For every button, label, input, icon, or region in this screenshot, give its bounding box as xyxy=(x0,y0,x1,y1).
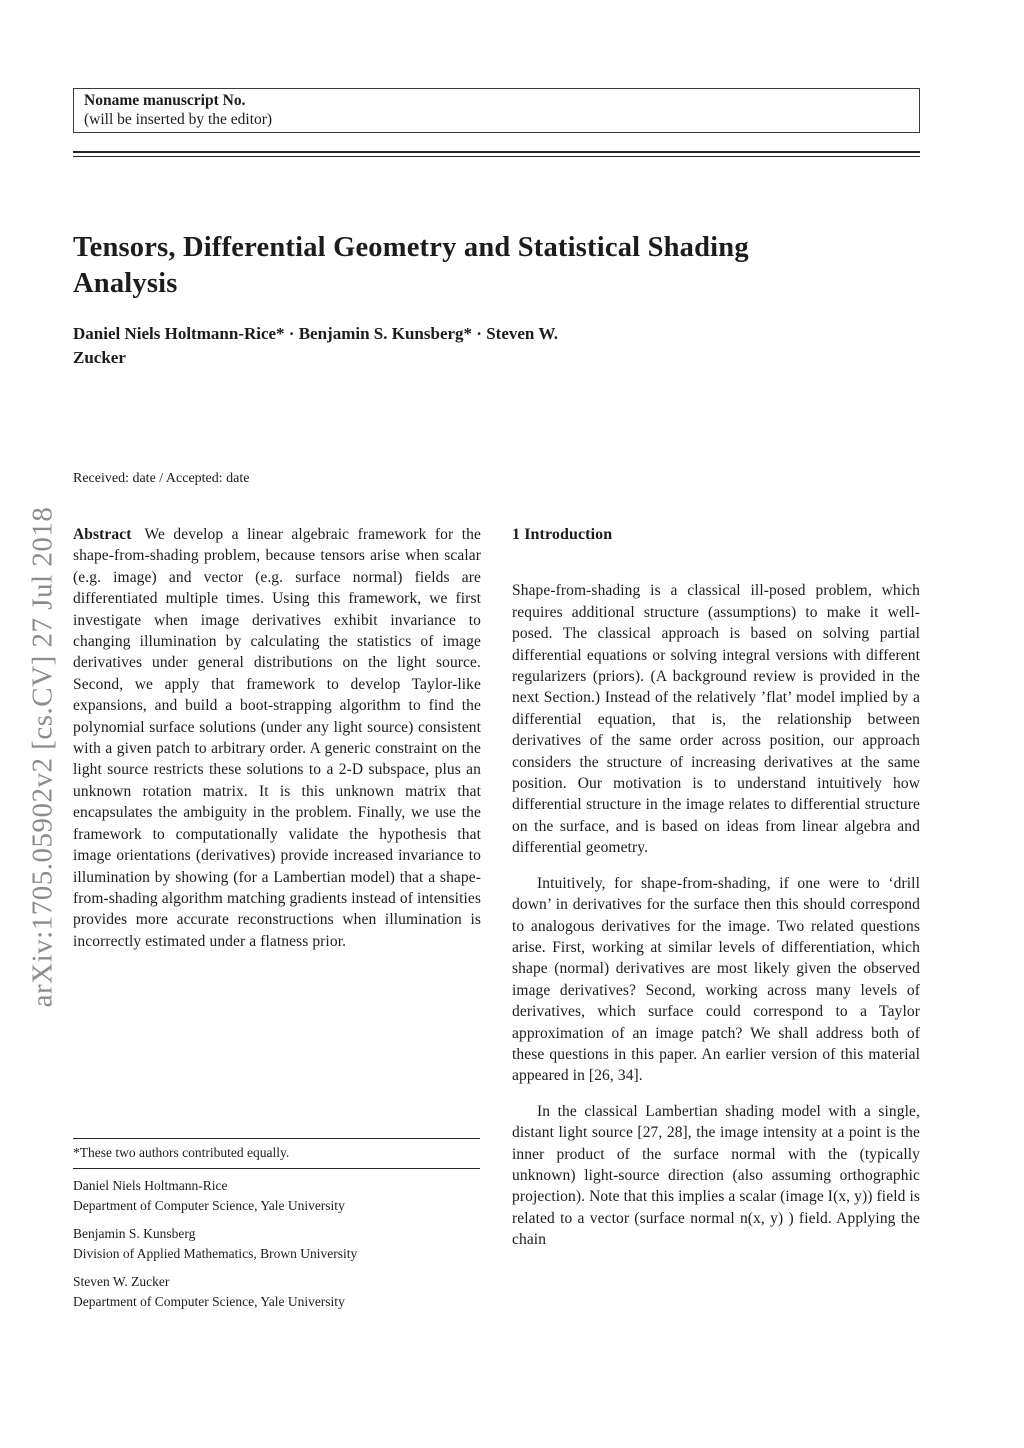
contact-name: Benjamin S. Kunsberg xyxy=(73,1226,196,1241)
footnote-rule-top xyxy=(73,1138,480,1139)
manuscript-note-line1: Noname manuscript No. xyxy=(84,92,246,109)
author-list xyxy=(73,322,773,370)
paper-title-line2: Analysis xyxy=(73,268,178,299)
abstract-label: Abstract xyxy=(73,526,132,543)
author-contacts xyxy=(73,1176,480,1312)
intro-paragraph-2: Intuitively, for shape-from-shading, if one were to ‘drill down’ in derivatives for the surface then this should correspond to analogous derivatives for the image. Two related questions arise. First, working at similar levels of differentiation, which shape (normal) derivatives are most likely given the observed image derivatives? Second, working across many levels of derivatives, which surface could correspond to a Taylor approximation of an image patch? We shall address both of these questions in this paper. An earlier version of this material appeared in [26, 34]. xyxy=(512,874,920,1085)
manuscript-note-box xyxy=(73,88,920,133)
contact-entry xyxy=(73,1272,480,1312)
contact-affiliation: Department of Computer Science, Yale University xyxy=(73,1294,345,1309)
author-list-line1: Daniel Niels Holtmann-Rice* · Benjamin S. Kunsberg* · Steven W. xyxy=(73,324,559,343)
received-accepted-line: Received: date / Accepted: date xyxy=(73,471,250,486)
contact-entry xyxy=(73,1224,480,1264)
header-double-rule xyxy=(73,151,920,157)
manuscript-note-line2: (will be inserted by the editor) xyxy=(84,111,273,128)
paper-title xyxy=(73,230,920,302)
author-list-line2: Zucker xyxy=(73,348,126,367)
contact-affiliation: Department of Computer Science, Yale University xyxy=(73,1198,345,1213)
contact-name: Daniel Niels Holtmann-Rice xyxy=(73,1178,228,1193)
abstract-paragraph xyxy=(73,524,481,952)
contact-name: Steven W. Zucker xyxy=(73,1274,170,1289)
contact-entry xyxy=(73,1176,480,1216)
footnote-rule-bottom xyxy=(73,1168,480,1169)
equal-contribution-note: *These two authors contributed equally. xyxy=(73,1145,290,1160)
contact-affiliation: Division of Applied Mathematics, Brown University xyxy=(73,1246,358,1261)
introduction-column xyxy=(512,524,920,1265)
section-heading-introduction: 1 Introduction xyxy=(512,526,613,543)
intro-paragraph-1: Shape-from-shading is a classical ill-posed problem, which requires additional structure (assumptions) to make it well-posed. The classical approach is based on solving partial differential equations or solving integral versions with different regularizers (priors). (A background review is provided in the next Section.) Instead of the relatively ’flat’ model implied by a differential equation, that is, the relationship between derivatives of the same order across position, our approach considers the structure of increasing derivatives at the same position. Our motivation is to understand intuitively how differential structure in the image relates to differential structure on the surface, and is based on ideas from linear algebra and differential geometry. xyxy=(512,582,920,857)
arxiv-stamp: arXiv:1705.05902v2 [cs.CV] 27 Jul 2018 xyxy=(26,506,59,1008)
abstract-text: We develop a linear algebraic framework for the shape-from-shading problem, because tensors arise when scalar (e.g. image) and vector (e.g. surface normal) fields are differentiated multiple times. Using this framework, we first investigate when image derivatives exhibit invariance to changing illumination by calculating the statistics of image derivatives under general distributions on the light source. Second, we apply that framework to develop Taylor-like expansions, and build a boot-strapping algorithm to find the polynomial surface solutions (under any light source) consistent with a given patch to arbitrary order. A generic constraint on the light source restricts these solutions to a 2-D subspace, plus an unknown rotation matrix. It is this unknown matrix that encapsulates the ambiguity in the problem. Finally, we use the framework to computationally validate the hypothesis that image orientations (derivatives) provide increased invariance to illumination by showing (for a Lambertian model) that a shape-from-shading algorithm matching gradients instead of intensities provides more accurate reconstructions when illumination is incorrectly estimated under a flatness prior. xyxy=(73,526,481,950)
paper-title-line1: Tensors, Differential Geometry and Statistical Shading xyxy=(73,232,749,263)
abstract-column xyxy=(73,524,481,966)
intro-paragraph-3: In the classical Lambertian shading model with a single, distant light source [27, 28], the image intensity at a point is the inner product of the surface normal with the (typically unknown) light-source direction (also assuming orthographic projection). Note that this implies a scalar (image I(x, y)) field is related to a vector (surface normal n(x, y) ) field. Applying the chain xyxy=(512,1102,920,1249)
footnote-block xyxy=(73,1138,480,1320)
